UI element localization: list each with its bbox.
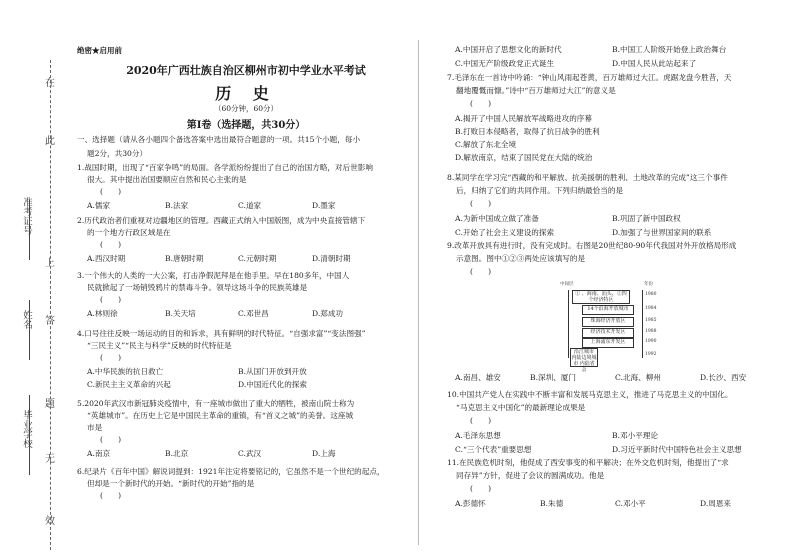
question-text: 的一个地方行政区域是在 bbox=[87, 228, 171, 237]
answer-blank: ( ) bbox=[100, 491, 122, 500]
diagram-left-header: 中间层 bbox=[560, 282, 574, 287]
margin-char: 答 bbox=[45, 310, 55, 329]
option: C.开始了社会主义建设的探索 bbox=[455, 228, 555, 237]
diagram-inland-box: 沿江城市 内陆边境城市 内陆省会 bbox=[571, 349, 597, 373]
option: A.中国开启了思想文化的新时代 bbox=[455, 45, 562, 54]
diagram-year: 1985 bbox=[645, 318, 657, 323]
option: D.墨家 bbox=[312, 201, 336, 210]
margin-char: 此 bbox=[45, 130, 55, 149]
exam-duration: （60分钟，60分） bbox=[213, 104, 279, 113]
diagram-box: 上海浦东开发区 bbox=[582, 338, 634, 348]
option: B.北京 bbox=[165, 449, 189, 458]
secret-mark: 绝密★启用前 bbox=[77, 46, 122, 55]
exam-title: 2020年广西壮族自治区柳州市初中学业水平考试 bbox=[126, 64, 366, 77]
school-underline bbox=[29, 395, 30, 475]
diagram-box: ① 、海南、汕头、②四个经济特区 bbox=[572, 290, 630, 304]
diagram-box: 珠海经济开放区 bbox=[582, 317, 634, 327]
diagram-year: 1990 bbox=[645, 339, 657, 344]
question-text: “马克思主义中国化”的最新理论成果是 bbox=[456, 403, 586, 412]
question-text: 翻地覆慨而慷。”诗中“百万雄师过大江”的意义是 bbox=[456, 86, 616, 95]
option: D.中国人民从此站起来了 bbox=[612, 59, 697, 68]
option: D.中国近代化的探索 bbox=[238, 380, 307, 389]
option: C.武汉 bbox=[238, 449, 262, 458]
question-text: 同存异”方针，促进了会议的圆满成功。他是 bbox=[456, 471, 605, 480]
column-divider bbox=[418, 40, 419, 545]
option: B.法家 bbox=[165, 201, 189, 210]
option: B.从国门开放到开放 bbox=[238, 367, 307, 376]
option: A.中华民族的抗日救亡 bbox=[87, 367, 164, 376]
answer-blank: ( ) bbox=[100, 353, 122, 362]
margin-char: 在 bbox=[45, 72, 55, 91]
question-text: “英雄城市”。在历史上它是中国民主革命的重镇，有“首义之城”的美誉。这座城 bbox=[87, 411, 354, 420]
answer-blank: ( ) bbox=[100, 187, 122, 196]
part-heading: 第Ⅰ卷（选择题，共30分） bbox=[186, 120, 306, 131]
option: A.西汉时期 bbox=[87, 254, 126, 263]
binding-dashed-line bbox=[50, 60, 51, 550]
open-pattern-diagram bbox=[560, 282, 660, 373]
option: A.为新中国成立做了准备 bbox=[455, 214, 539, 223]
diagram-year: 1992 bbox=[645, 352, 657, 357]
option: A.毛泽东思想 bbox=[455, 431, 501, 440]
option: D.解放南京，结束了国民党在大陆的统治 bbox=[455, 153, 593, 162]
option: C.中国无产阶级政党正式诞生 bbox=[455, 59, 555, 68]
instructions-line-2: 题2分，共30分） bbox=[87, 149, 148, 158]
answer-blank: ( ) bbox=[470, 267, 492, 276]
name-underline bbox=[29, 300, 30, 360]
answer-blank: ( ) bbox=[470, 99, 492, 108]
question-text: 后，归纳了它们的共同作用。下列归纳最恰当的是 bbox=[456, 186, 624, 195]
answer-blank: ( ) bbox=[470, 416, 492, 425]
option: D.长沙、西安 bbox=[700, 373, 747, 382]
option: A.林则徐 bbox=[87, 309, 118, 318]
question-text: 3.一个伟大的人类的一大公案，打击净假泥拜是在他手里。早在180多年，中国人 bbox=[77, 271, 350, 280]
answer-blank: ( ) bbox=[470, 199, 492, 208]
diagram-axis-right bbox=[642, 290, 643, 358]
option: C.道家 bbox=[238, 201, 262, 210]
answer-blank: ( ) bbox=[470, 484, 492, 493]
option: B.唐朝时期 bbox=[165, 254, 204, 263]
question-text: 但却是一个新时代的开始。“新时代的开始”指的是 bbox=[87, 479, 255, 488]
margin-char: 题 bbox=[45, 393, 55, 412]
option: B.巩固了新中国政权 bbox=[612, 214, 681, 223]
question-text: 很大。其中提出治国要顺应自然和民心主张的是 bbox=[87, 175, 247, 184]
option: A.揭开了中国人民解放军战略进攻的序幕 bbox=[455, 114, 592, 123]
exam-number-underline bbox=[29, 200, 30, 260]
option: B.深圳、厦门 bbox=[530, 373, 576, 382]
option: B.关天培 bbox=[165, 309, 196, 318]
option: B.中国工人阶级开始登上政治舞台 bbox=[612, 45, 727, 54]
option: A.南昌、雄安 bbox=[455, 373, 501, 382]
question-text: 9.改革开放具有进行时，没有完成时。右图是20世纪80-90年代我国对外开放格局形成 bbox=[447, 241, 737, 250]
option: C.元朝时期 bbox=[238, 254, 277, 263]
diagram-year: 1988 bbox=[645, 329, 657, 334]
option: A.儒家 bbox=[87, 201, 111, 210]
question-text: 6.纪录片《百年中国》解说词提到：1921年注定将要铭记的，它虽然不是一个世纪的起点， bbox=[77, 467, 385, 476]
margin-label: 准考证号 bbox=[21, 197, 32, 235]
instructions-line-1: 一、选择题（请从各小题四个备选答案中选出最符合题意的一项。共15个小题，每小 bbox=[77, 135, 361, 144]
question-text: 10.中国共产党人在实践中不断丰富和发展马克思主义，推进了马克思主义的中国化。 bbox=[447, 390, 733, 399]
diagram-right-header: 年份 bbox=[644, 282, 653, 287]
question-text: 4.口号往往反映一场运动的目的和诉求，具有鲜明的时代特征。“自强求富”“变法图强” bbox=[77, 329, 366, 338]
question-text: 示意图。图中①②③两处应该填写的是 bbox=[456, 254, 586, 263]
question-text: 2.历代政治者们重视对边疆地区的管理。西藏正式纳入中国版图，成为中央直接管辖下 bbox=[77, 216, 366, 225]
diagram-year: 1980 bbox=[645, 292, 657, 297]
option: A.南京 bbox=[87, 449, 111, 458]
question-text: 8.某同学在学习完“西藏的和平解放、抗美援朝的胜利、土地改革的完成”这三个事件 bbox=[447, 173, 728, 182]
option: D.清朝时期 bbox=[312, 254, 351, 263]
question-text: 市是 bbox=[87, 423, 103, 432]
option: D.上海 bbox=[312, 449, 336, 458]
option: B.打败日本侵略者，取得了抗日战争的胜利 bbox=[455, 127, 600, 136]
option: C.北海、柳州 bbox=[615, 373, 661, 382]
margin-char: 效 bbox=[45, 510, 55, 529]
question-text: 民就掀起了一场销毁鸦片的禁毒斗争。领导这场斗争的民族英雄是 bbox=[87, 283, 308, 292]
diagram-axis-left bbox=[568, 290, 569, 358]
question-text: 1.战国时期，出现了“百家争鸣”的局面。各学派纷纷提出了自己的治国方略，对后世影响 bbox=[77, 163, 373, 172]
question-text: 5.2020年武汉市新冠肺炎疫情中，有一座城市做出了重大的牺牲，被南山院士称为 bbox=[77, 399, 355, 408]
subject-title: 历 史 bbox=[215, 84, 277, 103]
margin-char: 无 bbox=[45, 448, 55, 467]
answer-blank: ( ) bbox=[100, 435, 122, 444]
option: B.朱德 bbox=[540, 499, 564, 508]
diagram-box: 经济技术开发区 bbox=[582, 328, 634, 338]
answer-blank: ( ) bbox=[100, 295, 122, 304]
answer-blank: ( ) bbox=[100, 240, 122, 249]
option: D.郑成功 bbox=[312, 309, 344, 318]
margin-char: 上 bbox=[45, 252, 55, 271]
option: D.周恩来 bbox=[700, 499, 732, 508]
option: C.“三个代表”重要思想 bbox=[455, 445, 532, 454]
question-text: 7.毛泽东在一首诗中吟诵：“钟山风雨起苍黄，百万雄师过大江。虎踞龙盘今胜昔，天 bbox=[447, 73, 732, 82]
margin-label: 姓名 bbox=[21, 310, 32, 329]
margin-label: 毕业学校 bbox=[21, 410, 32, 448]
diagram-box: 14个沿海开放城市 bbox=[582, 305, 634, 315]
option: A.彭德怀 bbox=[455, 499, 486, 508]
option: C.解放了东北全境 bbox=[455, 140, 517, 149]
question-text: 11.在民族危机时刻，他促成了西安事变的和平解决；在外交危机时刻，他提出了“求 bbox=[447, 458, 729, 467]
option: C.新民主主义革命的兴起 bbox=[87, 380, 171, 389]
option: C.邓世昌 bbox=[238, 309, 269, 318]
diagram-year: 1984 bbox=[645, 306, 657, 311]
question-text: “三民主义”“民主与科学”反映的时代特征是 bbox=[87, 341, 232, 350]
option: D.加强了与世界国家间的联系 bbox=[612, 228, 712, 237]
option: D.习近平新时代中国特色社会主义思想 bbox=[612, 445, 742, 454]
option: C.邓小平 bbox=[615, 499, 646, 508]
option: B.邓小平理论 bbox=[612, 431, 658, 440]
